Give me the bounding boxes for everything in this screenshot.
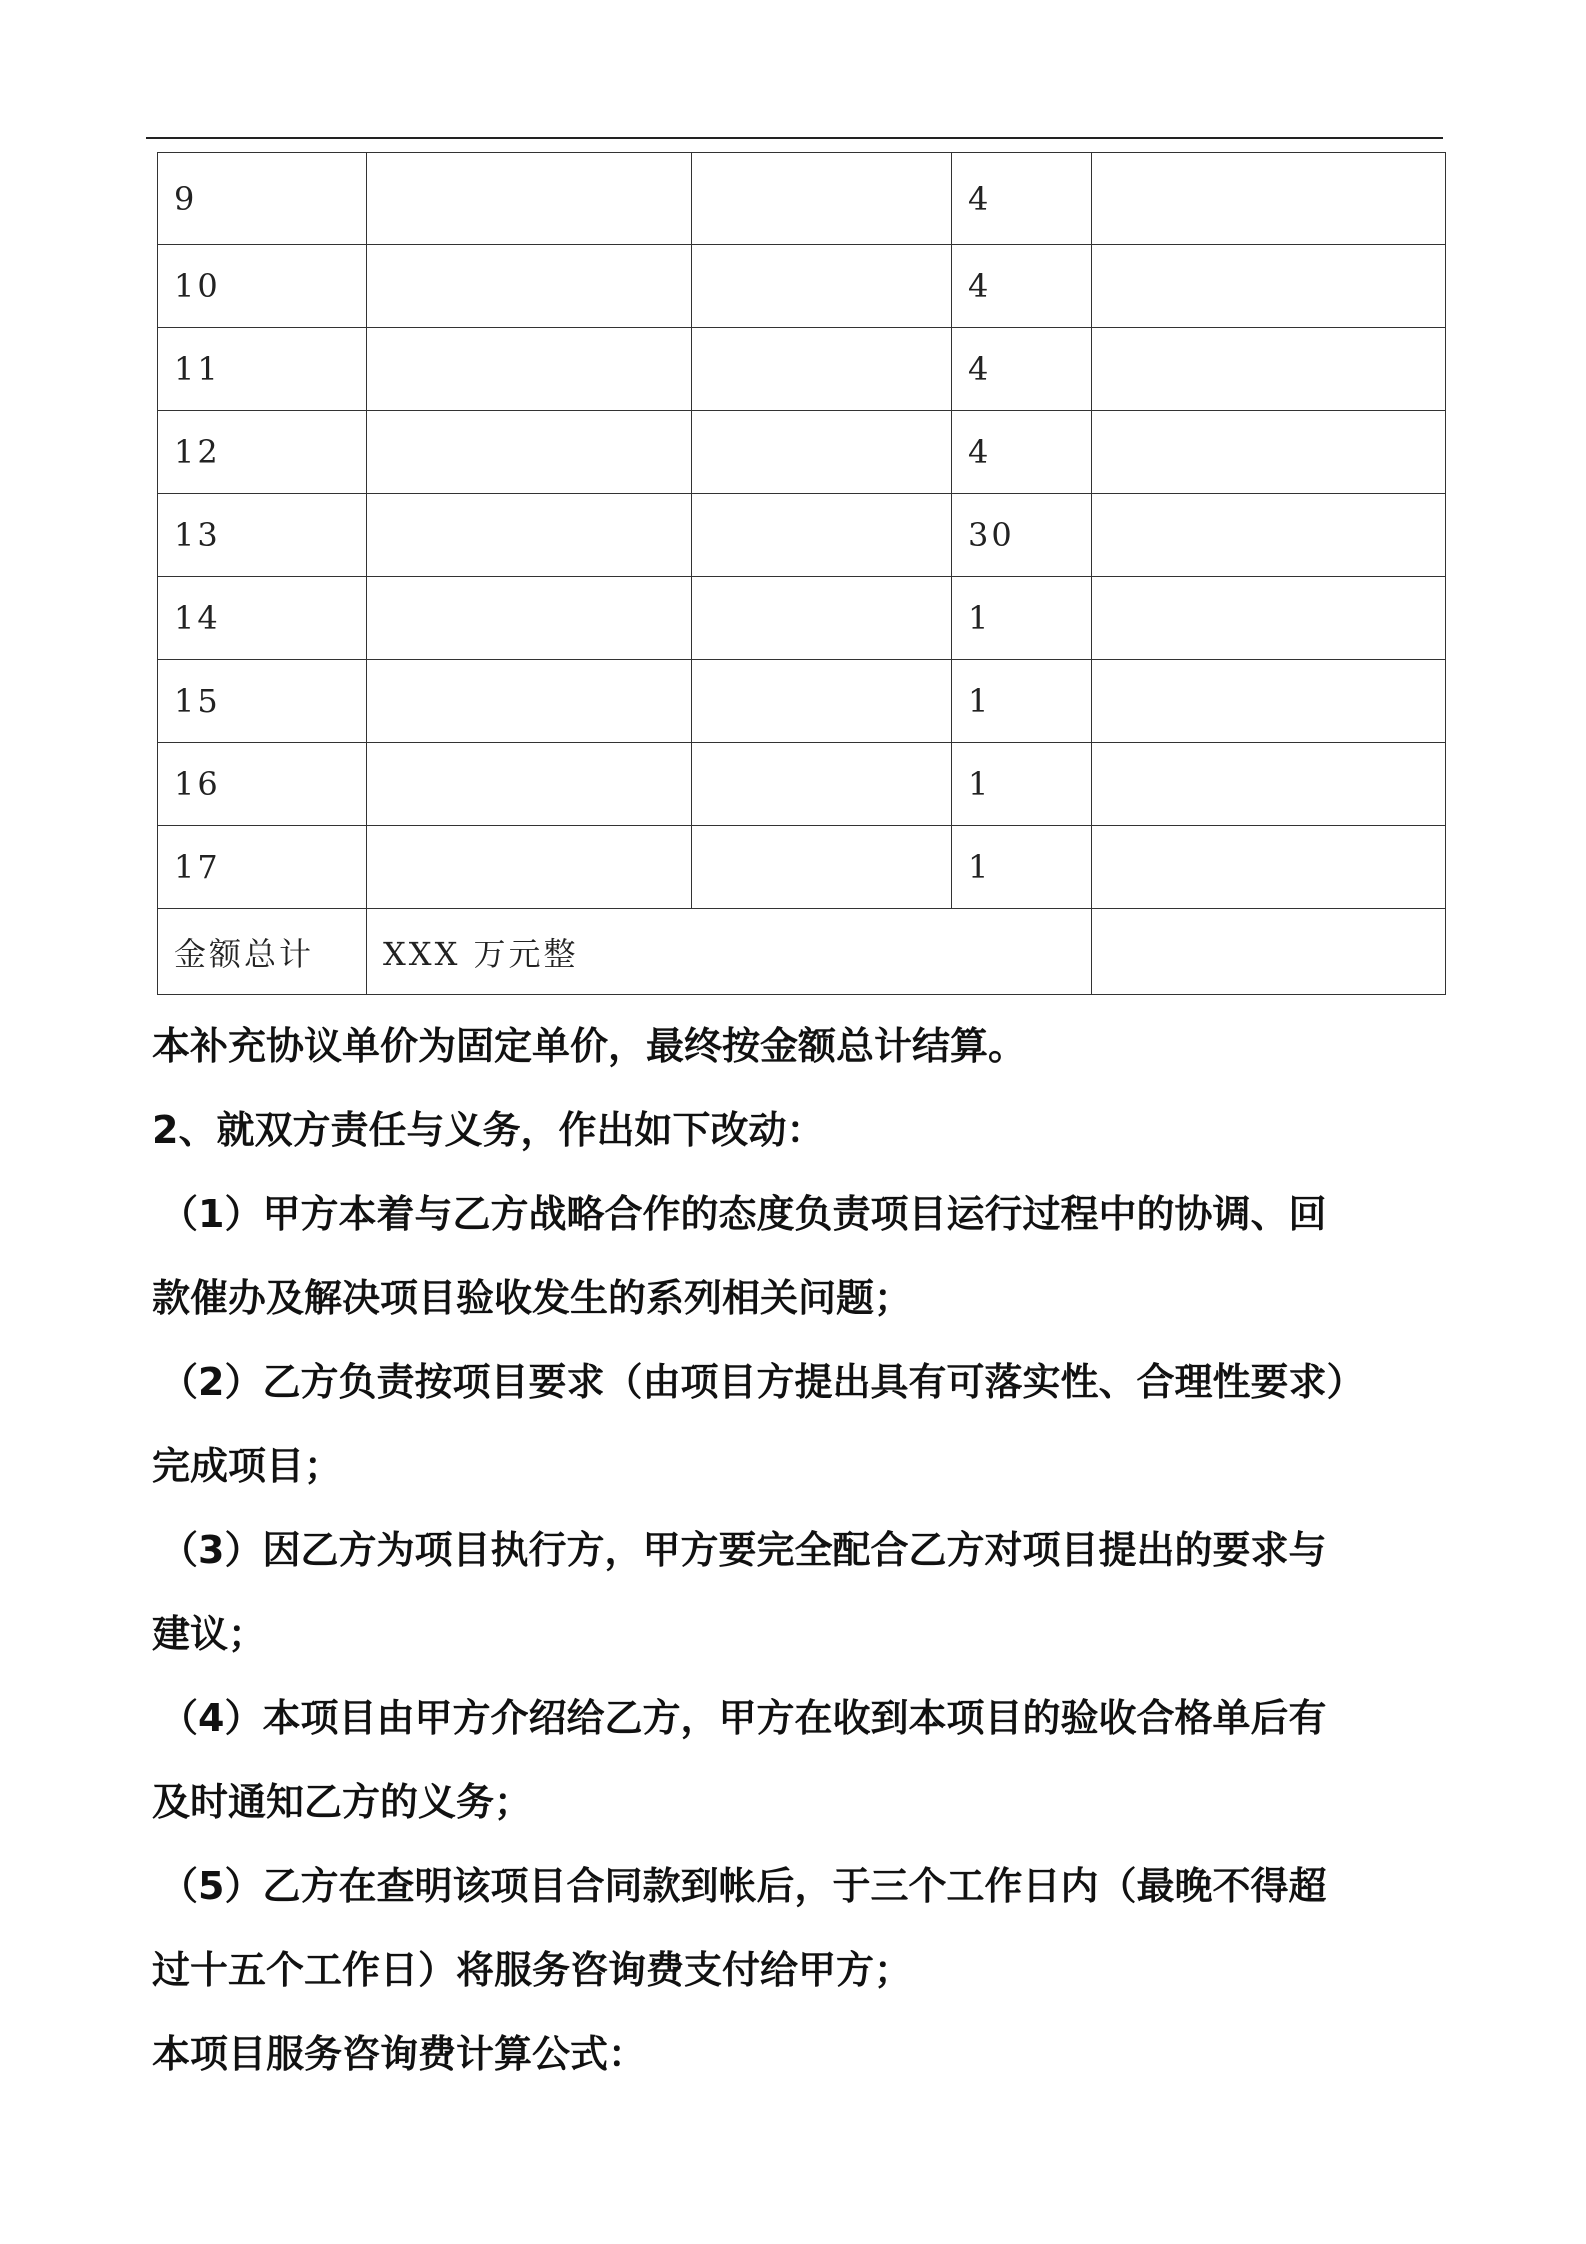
clause-5-line-2: 过十五个工作日）将服务咨询费支付给甲方； [152, 1948, 913, 1992]
cell-number: 13 [158, 494, 367, 577]
table-row [158, 494, 1446, 577]
cell-quantity: 4 [952, 245, 1092, 328]
cell-empty [1092, 743, 1446, 826]
cell-empty [367, 153, 692, 245]
clause-4-line-1: （4）本项目由甲方介绍给乙方，甲方在收到本项目的验收合格单后有 [160, 1696, 1327, 1740]
cell-number: 9 [158, 153, 367, 245]
table-row [158, 826, 1446, 909]
cell-number: 14 [158, 577, 367, 660]
clause-3-line-1: （3）因乙方为项目执行方，甲方要完全配合乙方对项目提出的要求与 [160, 1528, 1327, 1572]
table-row [158, 577, 1446, 660]
cell-empty [367, 494, 692, 577]
clause-5-line-1: （5）乙方在查明该项目合同款到帐后，于三个工作日内（最晚不得超 [160, 1864, 1327, 1908]
cell-empty [692, 494, 952, 577]
header-rule [146, 137, 1443, 139]
table-row [158, 411, 1446, 494]
cell-number: 10 [158, 245, 367, 328]
settlement-note: 本补充协议单价为固定单价，最终按金额总计结算。 [152, 1024, 1027, 1068]
table-row [158, 660, 1446, 743]
cell-quantity: 4 [952, 411, 1092, 494]
formula-heading: 本项目服务咨询费计算公式： [152, 2032, 647, 2076]
cell-empty [692, 743, 952, 826]
table-row [158, 743, 1446, 826]
cell-number: 12 [158, 411, 367, 494]
cell-empty [1092, 245, 1446, 328]
cell-quantity: 1 [952, 743, 1092, 826]
cell-empty [367, 577, 692, 660]
cell-empty [692, 577, 952, 660]
clause-4-line-2: 及时通知乙方的义务； [152, 1780, 533, 1824]
total-row [158, 909, 1446, 995]
clause-2-line-2: 完成项目； [152, 1444, 343, 1488]
section-heading: 2、就双方责任与义务，作出如下改动： [152, 1108, 825, 1152]
cell-empty [692, 826, 952, 909]
cell-empty [1092, 660, 1446, 743]
cell-quantity: 4 [952, 153, 1092, 245]
cell-quantity: 1 [952, 660, 1092, 743]
cell-empty [1092, 411, 1446, 494]
cell-empty [367, 743, 692, 826]
clause-3-line-2: 建议； [152, 1612, 267, 1656]
fee-table [157, 152, 1446, 995]
cell-empty [692, 660, 952, 743]
total-label: 金额总计 [158, 909, 367, 995]
cell-empty [1092, 494, 1446, 577]
cell-quantity: 1 [952, 826, 1092, 909]
cell-empty [367, 660, 692, 743]
cell-empty [1092, 577, 1446, 660]
cell-quantity: 30 [952, 494, 1092, 577]
cell-empty [692, 245, 952, 328]
cell-number: 17 [158, 826, 367, 909]
cell-empty [367, 245, 692, 328]
clause-2-line-1: （2）乙方负责按项目要求（由项目方提出具有可落实性、合理性要求） [160, 1360, 1365, 1404]
total-value: XXX 万元整 [367, 909, 1092, 995]
cell-quantity: 4 [952, 328, 1092, 411]
cell-empty [367, 328, 692, 411]
cell-number: 16 [158, 743, 367, 826]
clause-1-line-2: 款催办及解决项目验收发生的系列相关问题； [152, 1276, 913, 1320]
cell-empty [367, 826, 692, 909]
cell-quantity: 1 [952, 577, 1092, 660]
cell-empty [1092, 153, 1446, 245]
cell-empty [692, 411, 952, 494]
clause-1-line-1: （1）甲方本着与乙方战略合作的态度负责项目运行过程中的协调、回 [160, 1192, 1327, 1236]
table-row [158, 245, 1446, 328]
agreement-body [152, 1004, 1452, 2096]
cell-empty [1092, 328, 1446, 411]
cell-empty [692, 153, 952, 245]
cell-number: 11 [158, 328, 367, 411]
cell-number: 15 [158, 660, 367, 743]
cell-empty [1092, 909, 1446, 995]
cell-empty [367, 411, 692, 494]
cell-empty [692, 328, 952, 411]
table-row [158, 328, 1446, 411]
cell-empty [1092, 826, 1446, 909]
table-row [158, 153, 1446, 245]
